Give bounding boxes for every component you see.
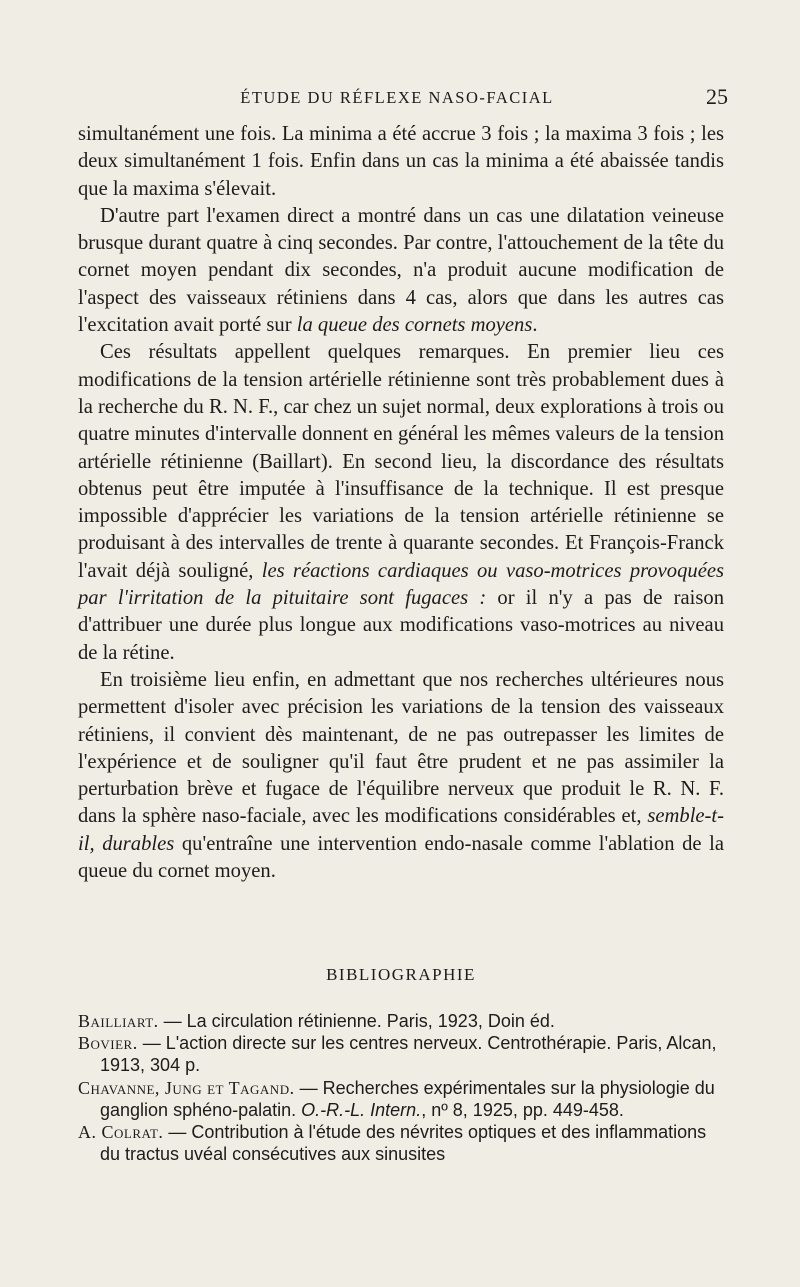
bibliography-list: [78, 1010, 724, 1165]
bib-tail: , nº 8, 1925, pp. 449-458.: [421, 1099, 624, 1120]
paragraph-2-italic: la queue des cornets moyens: [296, 314, 533, 337]
paragraph-3-italic: les réactions cardiaques ou vaso-motrices provoquées par l'irritation de la pituitaire sont fugaces :: [78, 559, 724, 610]
bibliography-entry: [78, 1077, 724, 1121]
paragraph-4: [78, 667, 724, 885]
bib-text: — L'action directe sur les centres nerveux. Centrothérapie. Paris, Alcan, 1913, 304 p.: [100, 1033, 717, 1076]
running-title: ÉTUDE DU RÉFLEXE NASO-FACIAL: [240, 88, 554, 107]
paragraph-1: [78, 121, 724, 203]
bibliography-entry: [78, 1121, 724, 1165]
paragraph-3-text: Ces résultats appellent quelques remarques. En premier lieu ces modifications de la tension artérielle rétinienne sont très probablement dues à la recherche du R. N. F., car chez un sujet normal, deux explorations à trois ou quatre minutes d'intervalle donnent en général les mêmes valeurs de la tension artérielle rétinienne (Baillart). En second lieu, la discordance des résultats obtenus peut être imputée à l'insuffisance de la technique. Il est presque impossible d'apprécier les variations de la tension artérielle rétinienne se produisant à des intervalles de trente à quarante secondes. Et François-Franck l'avait déjà souligné,: [78, 341, 724, 582]
paragraph-4-end: qu'entraîne une intervention endo-nasale comme l'ablation de la queue du cornet moyen.: [78, 832, 724, 883]
bib-text: — Contribution à l'étude des névrites optiques et des inflammations du tractus uvéal consécutives aux sinusites: [100, 1122, 707, 1165]
paragraph-4-text: En troisième lieu enfin, en admettant que nos recherches ultérieures nous permettent d'isoler avec précision les variations de la tension des vaisseaux rétiniens, il convient dès maintenant, de ne pas outrepasser les limites de l'expérience et de souligner qu'il faut être prudent et ne pas assimiler la perturbation brève et fugace de l'équilibre nerveux que produit le R. N. F. dans la sphère naso-faciale, avec les modifications considérables et,: [78, 668, 724, 828]
bib-author: Bailliart.: [78, 1011, 159, 1031]
bib-author: Chavanne, Jung et Tagand.: [78, 1077, 295, 1098]
bibliography-heading: BIBLIOGRAPHIE: [326, 965, 476, 984]
bibliography-entry: [78, 1032, 724, 1076]
body-text: [78, 121, 724, 885]
paragraph-2-text: D'autre part l'examen direct a montré dans un cas une dilatation veineuse brusque durant quatre à cinq secondes. Par contre, l'attouchement de la tête du cornet moyen pendant dix secondes, n'a produit aucune modification de l'aspect des vaisseaux rétiniens dans 4 cas, alors que dans les autres cas l'excitation avait porté sur: [78, 204, 724, 337]
page-number: 25: [706, 84, 728, 109]
bib-author: A. Colrat.: [78, 1122, 164, 1143]
paragraph-1-text: simultanément une fois. La minima a été accrue 3 fois ; la maxima 3 fois ; les deux simultanément 1 fois. Enfin dans un cas la minima a été abaissée tandis que la maxima s'élevait.: [78, 123, 724, 200]
bibliography-entry: [78, 1010, 724, 1032]
paragraph-3: [78, 339, 724, 667]
paragraph-3-end: or il n'y a pas de raison d'attribuer une durée plus longue aux modifications vaso-motrices au niveau de la rétine.: [78, 587, 724, 664]
bib-text: — Recherches expérimentales sur la physiologie du ganglion sphéno-palatin.: [100, 1077, 715, 1120]
paragraph-2: [78, 203, 724, 339]
bib-text: — La circulation rétinienne. Paris, 1923, Doin éd.: [158, 1011, 555, 1031]
bib-journal: O.-R.-L. Intern.: [301, 1099, 422, 1120]
paragraph-2-end: .: [532, 314, 538, 337]
running-header: [78, 84, 728, 112]
paragraph-4-italic: semble-t-il, durables: [78, 805, 724, 855]
bib-author: Bovier.: [78, 1033, 138, 1054]
